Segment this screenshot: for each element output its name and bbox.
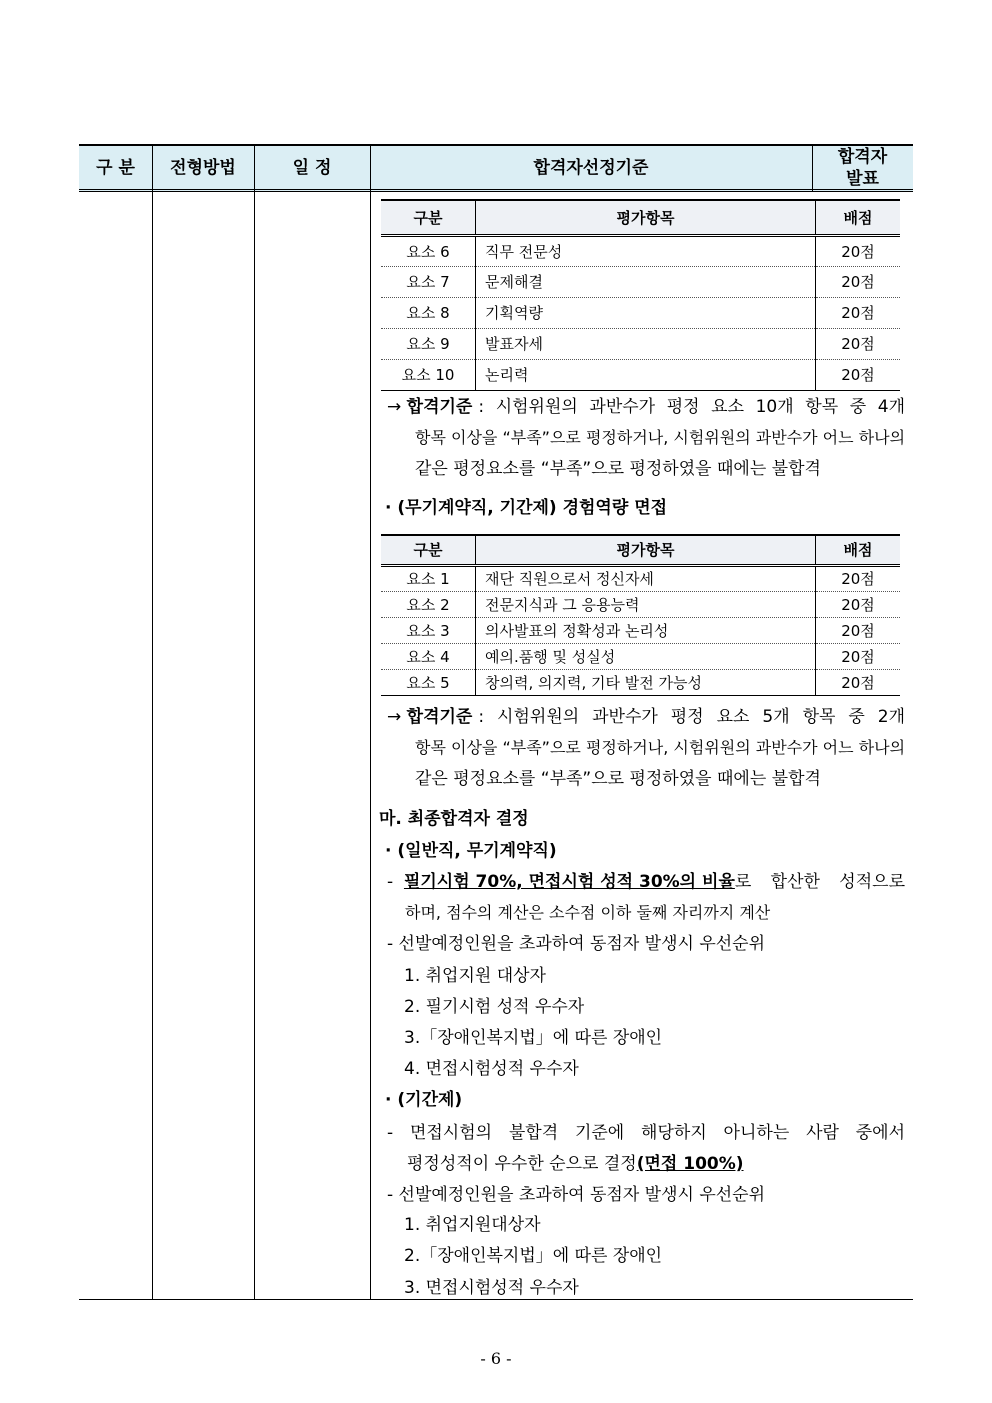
th-item: 평가항목 bbox=[476, 200, 816, 235]
group1-item: 3.「장애인복지법」에 따른 장애인 bbox=[404, 1028, 663, 1048]
cell-score: 20점 bbox=[816, 359, 901, 390]
criteria-text: : 시험위원의 과반수가 평정 요소 10개 항목 중 4개 bbox=[478, 397, 905, 417]
cell-score: 20점 bbox=[816, 565, 901, 591]
criteria2-line3: 같은 평정요소를 “부족”으로 평정하였을 때에는 불합격 bbox=[415, 769, 821, 789]
column-divider bbox=[152, 144, 153, 1300]
table-row bbox=[381, 359, 900, 390]
cell-element: 요소 9 bbox=[381, 328, 476, 359]
table-row bbox=[381, 669, 900, 695]
cell-element: 요소 3 bbox=[381, 617, 476, 643]
th-item: 평가항목 bbox=[476, 535, 816, 565]
group2-item: 1. 취업지원대상자 bbox=[404, 1215, 541, 1235]
group2-line2-text: 평정성적이 우수한 순으로 결정 bbox=[407, 1154, 637, 1174]
table-row bbox=[381, 643, 900, 669]
th-score: 배점 bbox=[816, 535, 901, 565]
cell-score: 20점 bbox=[816, 266, 901, 297]
cell-item: 논리력 bbox=[476, 359, 816, 390]
weight-rest: 로 합산한 성적으로 bbox=[734, 872, 905, 892]
cell-item: 직무 전문성 bbox=[476, 235, 816, 266]
header-schedule: 일 정 bbox=[292, 157, 332, 178]
criteria-label: 합격기준 bbox=[406, 707, 473, 727]
group2-line1: - 면접시험의 불합격 기준에 해당하지 아니하는 사람 중에서 bbox=[387, 1123, 905, 1143]
criteria1-line1 bbox=[387, 396, 905, 418]
cell-score: 20점 bbox=[816, 591, 901, 617]
evaluation-table-mid bbox=[381, 534, 900, 696]
header-category: 구 분 bbox=[96, 157, 135, 178]
group1-line1 bbox=[387, 871, 905, 893]
cell-score: 20점 bbox=[816, 297, 901, 328]
th-category: 구분 bbox=[381, 535, 476, 565]
cell-element: 요소 4 bbox=[381, 643, 476, 669]
page-number: - 6 - bbox=[480, 1349, 512, 1368]
header-announcement-line1: 합격자 bbox=[837, 146, 888, 167]
column-divider bbox=[254, 144, 255, 1300]
criteria2-line2: 항목 이상을 “부족”으로 평정하거나, 시험위원의 과반수가 어느 하나의 bbox=[415, 738, 906, 757]
group2-item: 2.「장애인복지법」에 따른 장애인 bbox=[404, 1246, 663, 1266]
group2-item: 3. 면접시험성적 우수자 bbox=[404, 1278, 579, 1298]
group1-title: · (일반직, 무기계약직) bbox=[385, 841, 557, 861]
header-method: 전형방법 bbox=[170, 157, 236, 178]
group2-title: · (기간제) bbox=[385, 1090, 463, 1110]
evaluation-table-top bbox=[381, 199, 900, 391]
cell-score: 20점 bbox=[816, 328, 901, 359]
cell-item: 전문지식과 그 응용능력 bbox=[476, 591, 816, 617]
table-row bbox=[381, 617, 900, 643]
criteria-text: : 시험위원의 과반수가 평정 요소 5개 항목 중 2개 bbox=[478, 707, 905, 727]
group2-line2 bbox=[407, 1153, 744, 1175]
group1-item: 2. 필기시험 성적 우수자 bbox=[404, 997, 585, 1017]
column-divider bbox=[812, 144, 813, 192]
cell-element: 요소 5 bbox=[381, 669, 476, 695]
cell-item: 창의력, 의지력, 기타 발전 가능성 bbox=[476, 669, 816, 695]
cell-item: 재단 직원으로서 정신자세 bbox=[476, 565, 816, 591]
criteria-label: 합격기준 bbox=[406, 397, 473, 417]
group2-tie: - 선발예정인원을 초과하여 동점자 발생시 우선순위 bbox=[387, 1185, 766, 1205]
cell-item: 의사발표의 정확성과 논리성 bbox=[476, 617, 816, 643]
weight-text: 필기시험 70%, 면접시험 성적 30%의 비율 bbox=[403, 872, 735, 892]
final-title: 마. 최종합격자 결정 bbox=[379, 809, 529, 829]
header-criteria: 합격자선정기준 bbox=[533, 157, 649, 178]
criteria1-line2: 항목 이상을 “부족”으로 평정하거나, 시험위원의 과반수가 어느 하나의 bbox=[415, 428, 906, 447]
cell-score: 20점 bbox=[816, 235, 901, 266]
group1-tie: - 선발예정인원을 초과하여 동점자 발생시 우선순위 bbox=[387, 934, 766, 954]
cell-item: 발표자세 bbox=[476, 328, 816, 359]
cell-element: 요소 10 bbox=[381, 359, 476, 390]
table-row bbox=[381, 591, 900, 617]
column-divider bbox=[370, 144, 371, 1300]
cell-item: 예의.품행 및 성실성 bbox=[476, 643, 816, 669]
cell-element: 요소 8 bbox=[381, 297, 476, 328]
cell-element: 요소 1 bbox=[381, 565, 476, 591]
table-bottom-rule bbox=[79, 1299, 913, 1300]
table-row bbox=[381, 565, 900, 591]
th-category: 구분 bbox=[381, 200, 476, 235]
table-row bbox=[381, 297, 900, 328]
group1-line2: 하며, 점수의 계산은 소수점 이하 둘째 자리까지 계산 bbox=[405, 903, 771, 922]
cell-score: 20점 bbox=[816, 669, 901, 695]
arrow-icon: → bbox=[387, 397, 402, 417]
cell-score: 20점 bbox=[816, 617, 901, 643]
header-announcement bbox=[812, 146, 913, 189]
header-announcement-line2: 발표 bbox=[846, 168, 879, 189]
cell-element: 요소 6 bbox=[381, 235, 476, 266]
group1-item: 1. 취업지원 대상자 bbox=[404, 966, 546, 986]
cell-item: 기획역량 bbox=[476, 297, 816, 328]
dash: - bbox=[387, 872, 394, 892]
cell-score: 20점 bbox=[816, 643, 901, 669]
criteria1-line3: 같은 평정요소를 “부족”으로 평정하였을 때에는 불합격 bbox=[415, 459, 821, 479]
section2-title: · (무기계약직, 기간제) 경험역량 면접 bbox=[385, 498, 668, 518]
arrow-icon: → bbox=[387, 707, 402, 727]
group1-item: 4. 면접시험성적 우수자 bbox=[404, 1059, 579, 1079]
group2-bold: (면접 100%) bbox=[636, 1154, 744, 1174]
cell-element: 요소 2 bbox=[381, 591, 476, 617]
th-score: 배점 bbox=[816, 200, 901, 235]
table-row bbox=[381, 266, 900, 297]
cell-item: 문제해결 bbox=[476, 266, 816, 297]
table-row bbox=[381, 235, 900, 266]
table-header bbox=[79, 144, 913, 192]
table-row bbox=[381, 328, 900, 359]
criteria2-line1 bbox=[387, 706, 905, 728]
cell-element: 요소 7 bbox=[381, 266, 476, 297]
